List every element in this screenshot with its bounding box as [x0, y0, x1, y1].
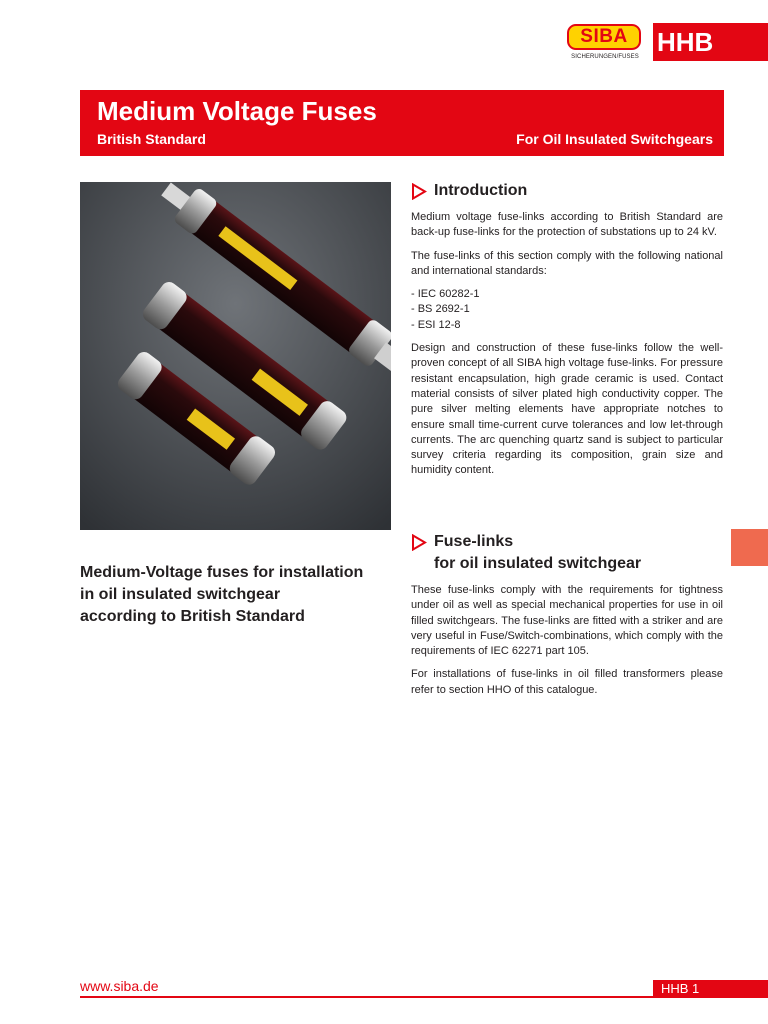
triangle-bullet-icon — [411, 183, 427, 200]
introduction-section — [411, 180, 723, 479]
section-side-tab — [731, 529, 768, 566]
intro-paragraph-2: The fuse-links of this section comply with the following national and international standards: — [411, 249, 723, 277]
standards-list — [411, 287, 723, 333]
caption-line: Medium-Voltage fuses for installation — [80, 564, 364, 581]
logo-brand: SIBA — [580, 26, 628, 47]
section-badge: HHB — [653, 23, 768, 61]
fuse-links-section — [411, 531, 723, 698]
fuse-links-heading — [411, 531, 723, 575]
list-item: - ESI 12-8 — [411, 318, 461, 331]
header-subtitle-left: British Standard — [97, 131, 206, 147]
header-subtitle-right: For Oil Insulated Switchgears — [516, 131, 713, 147]
footer-url[interactable]: www.siba.de — [80, 978, 159, 994]
heading-text: for oil insulated switchgear — [434, 555, 642, 572]
siba-logo — [567, 24, 641, 50]
product-photo — [80, 182, 391, 530]
list-item: - BS 2692-1 — [411, 303, 470, 316]
list-item: - IEC 60282-1 — [411, 288, 480, 301]
intro-paragraph-1: Medium voltage fuse-links according to British Standard are back-up fuse-links for the protection of substations up to 24 kV. — [411, 211, 723, 239]
page-title: Medium Voltage Fuses — [97, 96, 377, 126]
logo-tagline: SICHERUNGEN/FUSES — [571, 54, 639, 60]
triangle-bullet-icon — [411, 534, 427, 551]
header-band — [80, 90, 724, 156]
intro-paragraph-3: Design and construction of these fuse-links follow the well-proven concept of all SIBA high voltage fuse-links. For pressure resistant encapsulation, high grade ceramic is used. Contact material consists of silver plated high conductivity copper. The pure silver melting elements have appropriate notches to ensure small time-current curve tolerances and low let-through currents. The arc quenching quartz sand is subject to particular survey criteria regarding its composition, grain size and humidity content. — [411, 342, 723, 477]
image-caption — [80, 562, 390, 628]
fuse-links-paragraph-1: These fuse-links comply with the requirements for tightness under oil as well as special mechanical properties for use in oil filled switchgears. The fuse-links are fitted with a striker and are very useful in Fuse/Switch-combinations, which comply with the requirements of IEC 62271 part 105. — [411, 584, 723, 658]
introduction-heading — [411, 180, 723, 202]
fuse-links-paragraph-2: For installations of fuse-links in oil filled transformers please refer to section HHO of this catalogue. — [411, 668, 723, 696]
caption-line: in oil insulated switchgear — [80, 586, 281, 603]
page-number: HHB 1 — [653, 980, 768, 997]
caption-line: according to British Standard — [80, 608, 305, 625]
heading-text: Introduction — [434, 182, 528, 199]
heading-text: Fuse-links — [434, 533, 514, 550]
